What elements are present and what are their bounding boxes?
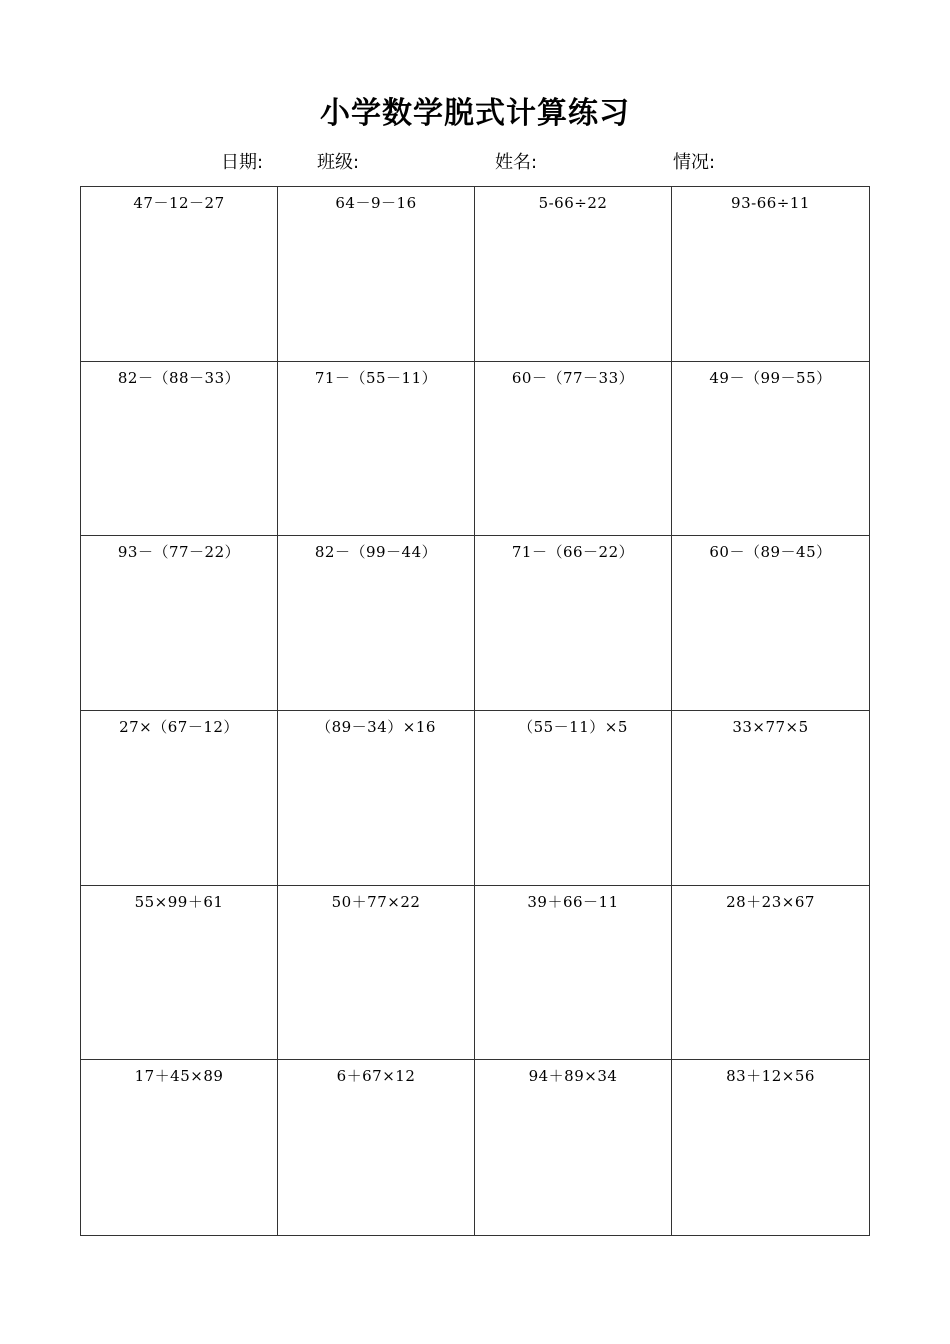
problem-cell[interactable]	[81, 187, 278, 362]
problem-cell[interactable]	[81, 536, 278, 711]
problem-cell[interactable]	[475, 1060, 672, 1235]
date-label: 日期:	[221, 152, 264, 173]
problem-cell[interactable]	[672, 362, 869, 537]
problem-cell[interactable]	[81, 886, 278, 1061]
problem-expression: 71－（66－22）	[511, 543, 635, 562]
problem-cell[interactable]	[475, 536, 672, 711]
problem-grid	[80, 186, 870, 1236]
problem-expression: 94＋89×34	[528, 1067, 618, 1086]
problem-expression: 6＋67×12	[336, 1067, 416, 1086]
problem-expression: 83＋12×56	[726, 1067, 815, 1086]
problem-cell[interactable]	[672, 187, 869, 362]
problem-cell[interactable]	[475, 187, 672, 362]
problem-expression: 60－（89－45）	[709, 543, 832, 562]
problem-expression: 49－（99－55）	[709, 368, 832, 387]
problem-expression: 39＋66－11	[527, 892, 619, 911]
problem-expression: 47－12－27	[133, 194, 225, 212]
problem-cell[interactable]	[672, 536, 869, 711]
problem-expression: 5-66÷22	[538, 194, 608, 212]
problem-expression: 28＋23×67	[726, 892, 815, 911]
worksheet-title: 小学数学脱式计算练习	[320, 96, 630, 131]
problem-expression: 55×99＋61	[134, 892, 224, 911]
problem-cell[interactable]	[278, 886, 475, 1061]
problem-cell[interactable]	[475, 362, 672, 537]
problem-expression: （89－34）×16	[316, 718, 436, 736]
problem-cell[interactable]	[672, 886, 869, 1061]
problem-expression: 93－（77－22）	[117, 543, 241, 562]
name-label: 姓名:	[495, 152, 538, 173]
problem-cell[interactable]	[672, 711, 869, 886]
problem-expression: 27×（67－12）	[119, 718, 239, 736]
problem-cell[interactable]	[672, 1060, 869, 1235]
class-label: 班级:	[317, 152, 360, 173]
problem-cell[interactable]	[278, 1060, 475, 1235]
problem-expression: 93-66÷11	[731, 194, 810, 212]
problem-expression: 60－（77－33）	[511, 368, 635, 387]
problem-cell[interactable]	[278, 362, 475, 537]
problem-cell[interactable]	[81, 362, 278, 537]
problem-expression: 33×77×5	[732, 718, 809, 736]
problem-expression: 50＋77×22	[331, 892, 421, 911]
problem-expression: （55－11）×5	[518, 718, 628, 736]
problem-expression: 82－（99－44）	[314, 543, 438, 562]
problem-cell[interactable]	[278, 187, 475, 362]
problem-cell[interactable]	[278, 536, 475, 711]
problem-expression: 82－（88－33）	[117, 368, 241, 387]
problem-cell[interactable]	[81, 1060, 278, 1235]
problem-cell[interactable]	[278, 711, 475, 886]
problem-expression: 71－（55－11）	[314, 368, 438, 387]
student-info-row	[0, 150, 950, 176]
problem-expression: 17＋45×89	[134, 1067, 224, 1086]
problem-cell[interactable]	[475, 886, 672, 1061]
status-label: 情况:	[673, 152, 716, 173]
problem-cell[interactable]	[81, 711, 278, 886]
problem-expression: 64－9－16	[335, 194, 417, 212]
problem-cell[interactable]	[475, 711, 672, 886]
